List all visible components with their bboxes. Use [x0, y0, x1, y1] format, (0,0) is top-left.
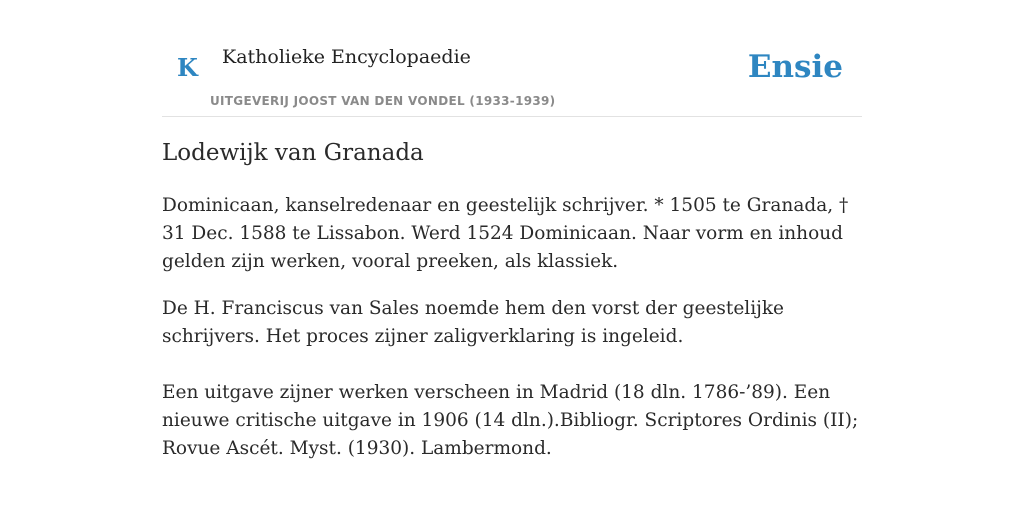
article-title: Lodewijk van Granada	[162, 140, 424, 166]
header	[162, 0, 862, 117]
encyclopedia-logo[interactable]: K	[177, 53, 198, 82]
ensie-logo[interactable]: Ensie	[747, 49, 843, 85]
article-paragraph: Dominicaan, kanselredenaar en geestelijk schrijver. * 1505 te Granada, † 31 Dec. 1588 te Lissabon. Werd 1524 Dominicaan. Naar vorm en inhoud gelden zijn werken, vooral preeken, als klassiek.	[162, 195, 849, 272]
article-paragraph: De H. Franciscus van Sales noemde hem den vorst der geestelijke schrijvers. Het proces zijner zaligverklaring is ingeleid.	[162, 298, 785, 347]
encyclopedia-title[interactable]: Katholieke Encyclopaedie	[222, 46, 471, 68]
article-paragraph: Een uitgave zijner werken verscheen in Madrid (18 dln. 1786-’89). Een nieuwe critische uitgave in 1906 (14 dln.).Bibliogr. Scriptores Ordinis (II); Rovue Ascét. Myst. (1930). Lambermond.	[162, 382, 859, 459]
publisher-subtitle: UITGEVERIJ JOOST VAN DEN VONDEL (1933-1939)	[210, 94, 556, 108]
